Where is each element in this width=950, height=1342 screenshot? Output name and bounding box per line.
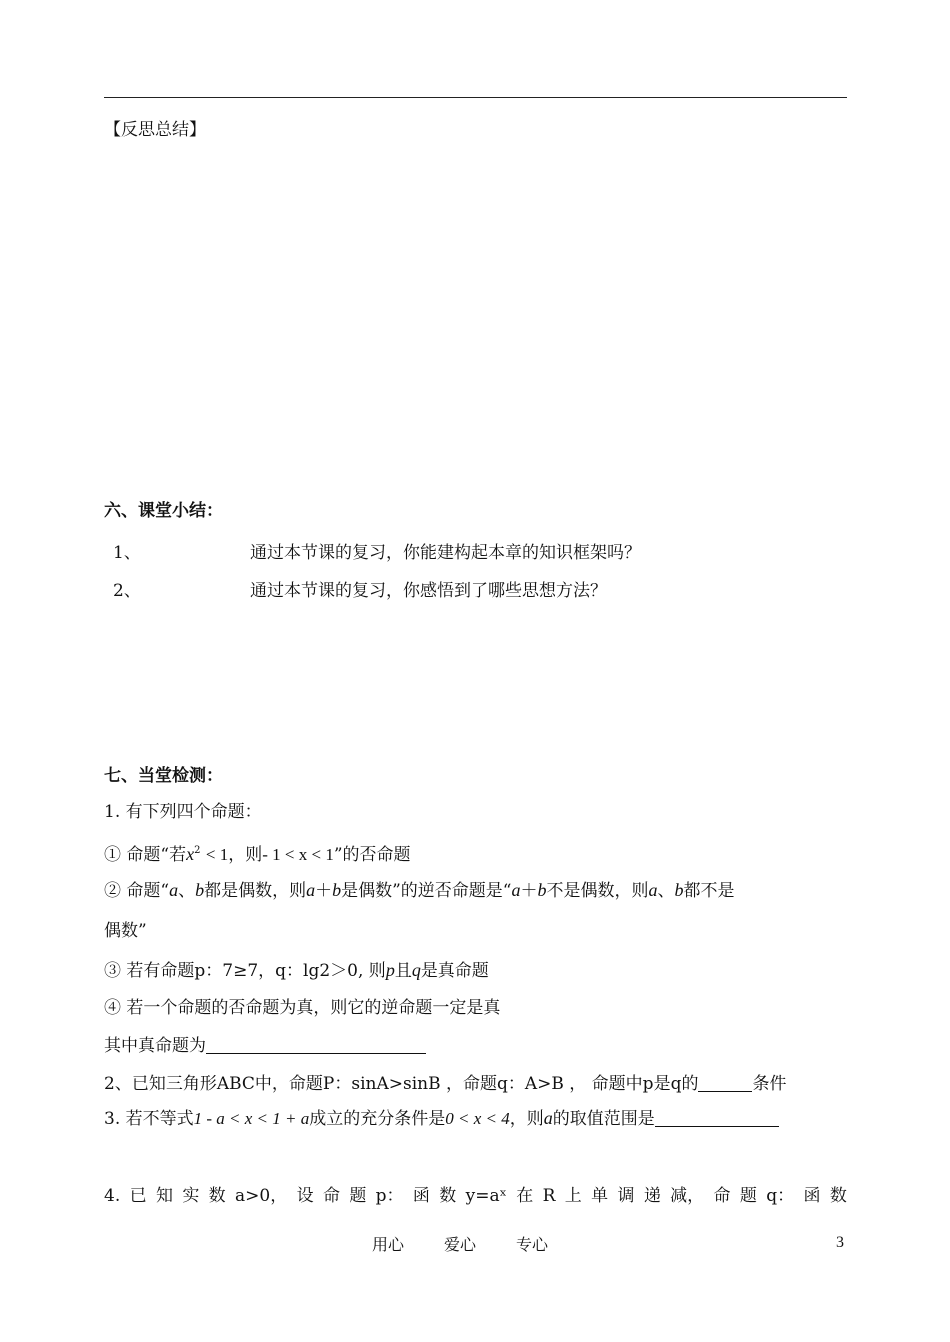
q1-option-4: ④ 若一个命题的否命题为真，则它的逆命题一定是真 bbox=[104, 998, 501, 1018]
q4-word: 函 bbox=[803, 1186, 821, 1206]
header-rule bbox=[104, 97, 847, 98]
answer-blank[interactable] bbox=[698, 1073, 752, 1092]
q1-option-2-continued: 偶数” bbox=[104, 921, 147, 941]
footer-item: 用心 bbox=[372, 1235, 405, 1254]
q2: 2、已知三角形ABC中，命题P：sinA>sinB ，命题q：A>B ， 命题中p是q的 条件 bbox=[104, 1074, 787, 1094]
q1-option-1: ① 命题“若$x^2 < 1$，则- 1 < x < 1”的否命题 bbox=[104, 844, 411, 865]
q4-word: q： bbox=[766, 1186, 795, 1206]
summary-item-number: 2、 bbox=[113, 581, 141, 601]
answer-blank[interactable] bbox=[655, 1108, 779, 1127]
reflection-heading: 【反思总结】 bbox=[104, 120, 206, 140]
footer-motto bbox=[372, 1232, 588, 1255]
q4-word: 函 bbox=[412, 1186, 430, 1206]
q3: 3. 若不等式1 - a < x < 1 + a成立的充分条件是0 < x < 4，则a的取值范围是 bbox=[104, 1107, 779, 1130]
footer-item: 专心 bbox=[516, 1235, 549, 1254]
summary-item-text: 通过本节课的复习，你能建构起本章的知识框架吗？ bbox=[250, 543, 641, 563]
q4-word: 实 bbox=[182, 1186, 200, 1206]
q4-word: a>0， bbox=[235, 1186, 288, 1206]
q1-answer: 其中真命题为 bbox=[104, 1035, 426, 1057]
q4 bbox=[104, 1185, 847, 1207]
page-number: 3 bbox=[836, 1234, 844, 1251]
q4-word: 单 bbox=[591, 1186, 609, 1206]
q4-word: 数 bbox=[829, 1186, 847, 1206]
summary-item-2 bbox=[0, 576, 950, 601]
q4-word: 知 bbox=[155, 1186, 173, 1206]
q4-word: 题 bbox=[349, 1186, 367, 1206]
summary-item-1 bbox=[0, 538, 950, 563]
summary-item-number: 1、 bbox=[113, 543, 141, 563]
q4-word: 数 bbox=[439, 1186, 457, 1206]
summary-item-text: 通过本节课的复习，你感悟到了哪些思想方法？ bbox=[250, 581, 607, 601]
footer-item: 爱心 bbox=[444, 1235, 477, 1254]
summary-heading: 六、课堂小结： bbox=[104, 501, 223, 521]
test-heading: 七、当堂检测： bbox=[104, 766, 223, 786]
q4-word: 递 bbox=[643, 1186, 661, 1206]
q4-word: 上 bbox=[564, 1186, 582, 1206]
q4-word: 命 bbox=[713, 1186, 731, 1206]
q1-option-2: ② 命题“a、b都是偶数，则a＋b是偶数”的逆否命题是“a＋b不是偶数，则a、b都不是 bbox=[104, 880, 735, 901]
q4-word: 数 bbox=[208, 1186, 226, 1206]
answer-blank[interactable] bbox=[206, 1035, 426, 1054]
q4-word: R bbox=[542, 1186, 556, 1206]
q4-word: 减， bbox=[670, 1186, 705, 1206]
q4-word: 4. bbox=[104, 1186, 121, 1206]
q4-word: 在 bbox=[516, 1186, 534, 1206]
q4-word: 题 bbox=[739, 1186, 757, 1206]
q4-word: 命 bbox=[322, 1186, 340, 1206]
q4-word: y=aˣ bbox=[465, 1186, 507, 1206]
q4-word: 设 bbox=[296, 1186, 314, 1206]
q4-word: 已 bbox=[129, 1186, 147, 1206]
q4-word: 调 bbox=[617, 1186, 635, 1206]
q4-word: p： bbox=[375, 1186, 404, 1206]
q1-stem: 1. 有下列四个命题： bbox=[104, 802, 262, 822]
q1-option-3: ③ 若有命题p：7≥7，q：lg2＞0, 则p且q是真命题 bbox=[104, 960, 489, 981]
